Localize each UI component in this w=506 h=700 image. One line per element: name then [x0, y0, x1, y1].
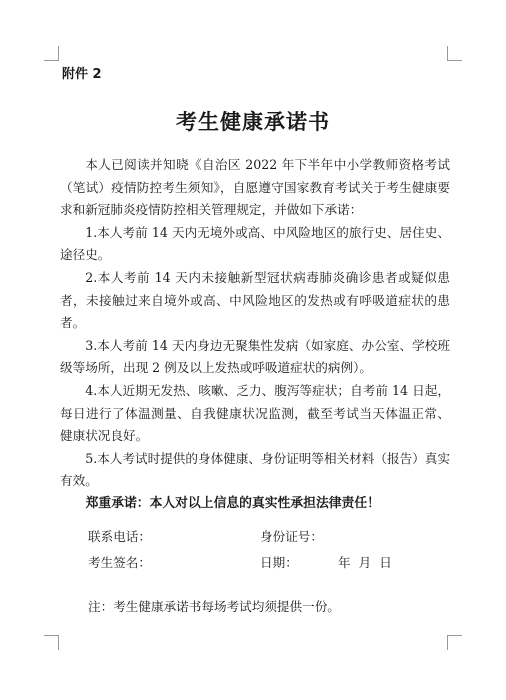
pledge-item-4: 4.本人近期无发热、咳嗽、乏力、腹泻等症状；自考前 14 日起，每日进行了体温测量、自我健康状况监测，截至考试当天体温正常、健康状况良好。 — [60, 382, 450, 444]
id-number-label: 身份证号： — [260, 529, 323, 544]
intro-paragraph: 本人已阅读并知晓《自治区 2022 年下半年中小学教师资格考试（笔试）疫情防控考生须知》，自愿遵守国家教育考试关于考生健康要求和新冠肺炎疫情防控相关管理规定，并做如下承诺： — [60, 157, 450, 218]
page-corner-mark-top-right — [447, 46, 462, 61]
page-corner-mark-bottom-left — [44, 635, 59, 650]
pledge-item-1: 1.本人考前 14 天内无境外或高、中风险地区的旅行史、居住史、途径史。 — [60, 224, 450, 263]
pledge-item-3: 3.本人考前 14 天内身边无聚集性发病（如家庭、办公室、学校班级等场所，出现 2 例及以上发热或呼吸道症状的病例）。 — [60, 337, 450, 376]
pledge-item-2: 2.本人考前 14 天内未接触新型冠状病毒肺炎确诊患者或疑似患者，未接触过来自境外或高、中风险地区的发热或有呼吸道症状的患者。 — [60, 269, 450, 331]
page-corner-mark-bottom-right — [447, 635, 462, 650]
signature-row — [88, 552, 448, 578]
pledge-item-5: 5.本人考试时提供的身体健康、身份证明等相关材料（报告）真实有效。 — [60, 450, 450, 489]
document-title: 考生健康承诺书 — [176, 110, 330, 134]
phone-label: 联系电话： — [88, 529, 151, 544]
contact-row — [88, 526, 448, 552]
attachment-label: 附件 2 — [62, 67, 102, 82]
footnote: 注：考生健康承诺书每场考试均须提供一份。 — [88, 599, 340, 614]
date-label: 日期： — [260, 555, 298, 570]
signature-fields — [88, 526, 448, 578]
solemn-pledge: 郑重承诺：本人对以上信息的真实性承担法律责任！ — [85, 495, 380, 511]
document-body — [60, 154, 450, 516]
page-corner-mark-top-left — [44, 46, 59, 61]
date-units: 年 月 日 — [338, 555, 392, 570]
signature-label: 考生签名： — [88, 555, 151, 570]
